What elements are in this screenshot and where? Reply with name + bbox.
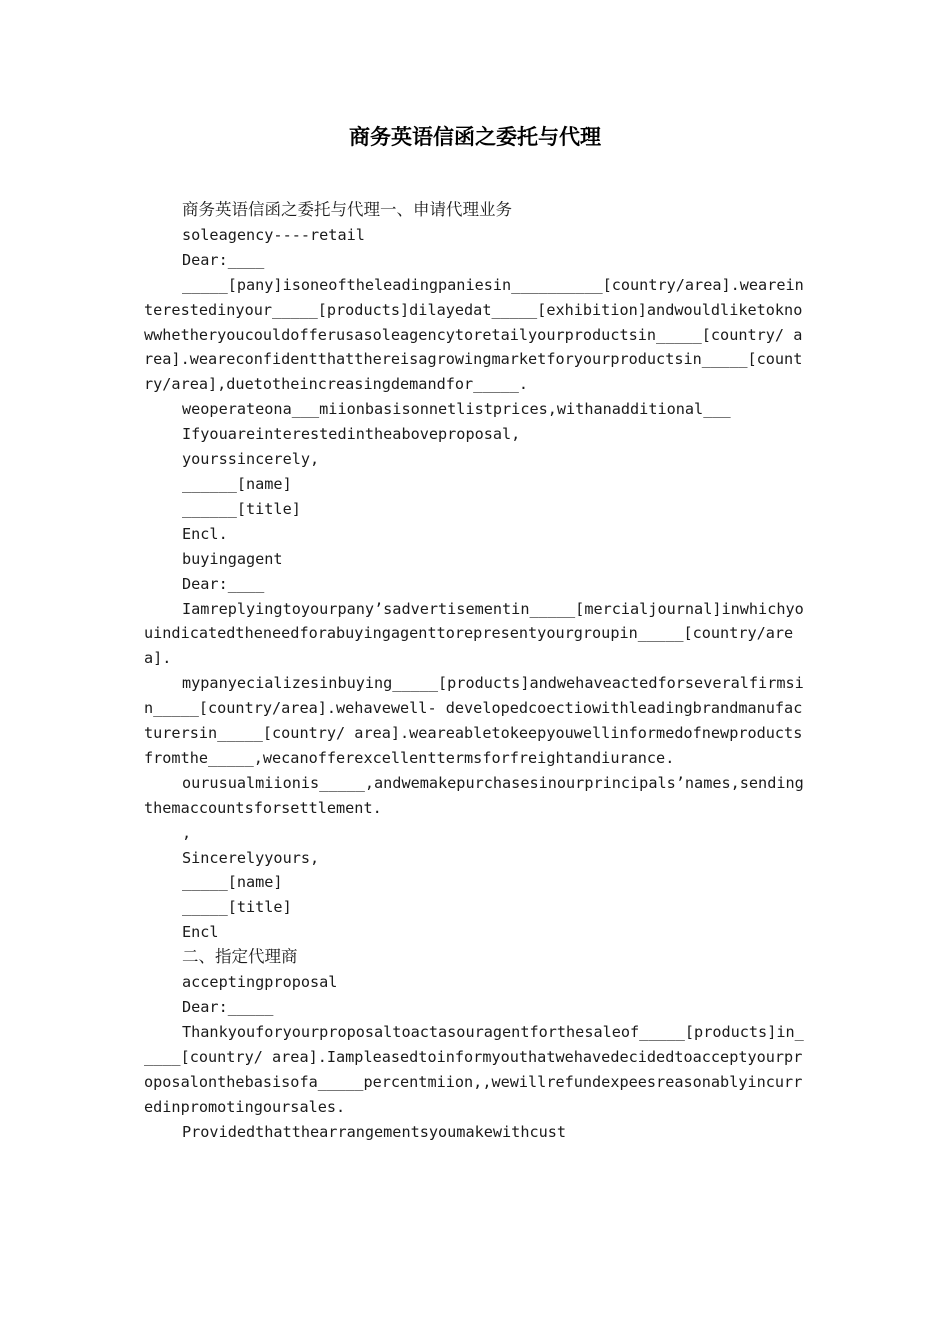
closing: yourssincerely,	[182, 450, 320, 469]
body-paragraph: Thankyouforyourproposaltoactasouragentforthesaleof_____[products]in_____[country/ area].Iampleasedtoinformyouthatwehavedecidedtoacceptyourproposalonthebasisofa_____percentmiion,,wewillrefundexpeesreasonablyincurredinpromotingoursales.	[144, 1022, 804, 1116]
letter-subject: buyingagent	[182, 549, 283, 568]
enclosure-note: Encl	[182, 923, 219, 942]
signature-title: _____[title]	[182, 898, 292, 917]
body-paragraph: weoperateona___miionbasisonnetlistprices,withanadditional___	[182, 400, 731, 419]
signature-name: ______[name]	[182, 474, 292, 493]
section-heading: 商务英语信函之委托与代理一、申请代理业务	[182, 200, 512, 219]
letter-subject: soleagency----retail	[182, 225, 365, 244]
signature-name: _____[name]	[182, 873, 283, 892]
body-paragraph: ourusualmiionis_____,andwemakepurchasesinourprincipals’names,sendingthemaccountsforsettlement.	[144, 773, 804, 817]
enclosure-note: Encl.	[182, 524, 228, 543]
body-paragraph: mypanyecializesinbuying_____[products]andwehaveactedforseveralfirmsin_____[country/area].wehavewell- developedcoectiowithleadingbrandmanufacturersin_____[country/ area].weareabletokeepyouwellinformedofnewproductsfromthe_____,wecanofferexcellenttermsforfreightandiurance.	[144, 674, 804, 767]
letter-subject: acceptingproposal	[182, 973, 338, 992]
body-paragraph: Ifyouareinterestedintheaboveproposal,	[182, 425, 521, 444]
salutation: Dear:_____	[182, 998, 274, 1016]
section-heading: 二、指定代理商	[182, 947, 298, 967]
signature-title: ______[title]	[182, 499, 301, 518]
body-paragraph: _____[pany]isoneoftheleadingpaniesin__________[country/area].weareinterestedinyour_____[products]dilayedat_____[exhibition]andwouldliketoknowwhetheryoucouldofferusasoleagencytoretailyourproductsin_____[country/ area].weareconfidentthatthereisagrowingmarketforyourproductsin_____[country/area],duetotheincreasingdemandfor_____.	[144, 275, 804, 394]
body-paragraph: Iamreplyingtoyourpany’sadvertisementin_____[mercialjournal]inwhichyouindicatedtheneedforabuyingagenttorepresentyourgroupin_____[country/area].	[144, 599, 804, 668]
salutation: Dear:____	[182, 250, 265, 269]
salutation: Dear:____	[182, 574, 265, 593]
closing: Sincerelyyours,	[182, 848, 320, 867]
letter-body	[144, 198, 806, 1144]
body-paragraph: ,	[182, 823, 192, 842]
body-paragraph: Providedthatthearrangementsyoumakewithcust	[182, 1122, 567, 1141]
document-title: 商务英语信函之委托与代理	[349, 124, 601, 149]
